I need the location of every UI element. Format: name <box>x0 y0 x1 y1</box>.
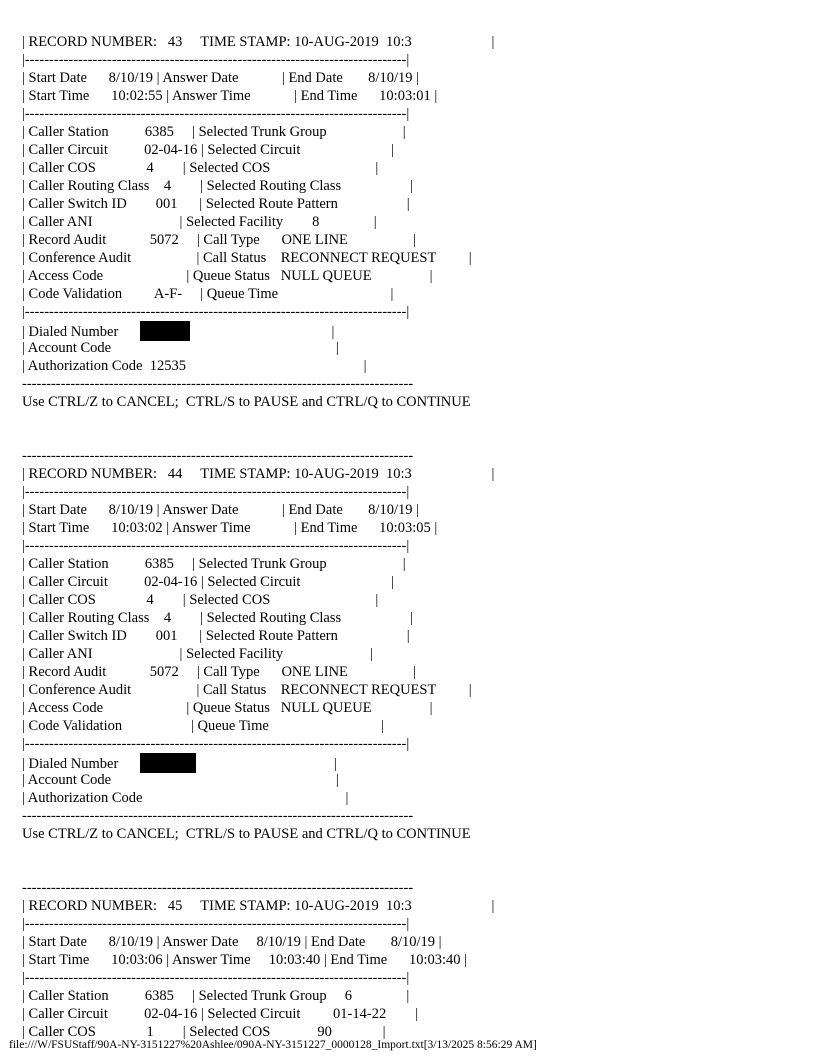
record-line <box>22 969 802 987</box>
record-line-text: | Start Date 8/10/19 | Answer Date | End Date 8/10/19 | <box>22 502 420 518</box>
document-body <box>22 33 802 1041</box>
record-line-text: | Caller Routing Class 4 | Selected Routing Class | <box>22 178 413 194</box>
record-line-text: | Conference Audit | Call Status RECONNECT REQUEST | <box>22 682 472 698</box>
record-line-text: | Authorization Code 12535 | <box>22 358 367 374</box>
record-line <box>22 465 802 483</box>
record-line-text: | Authorization Code | <box>22 790 349 806</box>
record-line <box>22 303 802 321</box>
record-line-text: | Caller COS 4 | Selected COS | <box>22 160 379 176</box>
record-line <box>22 51 802 69</box>
record-line <box>22 285 802 303</box>
record-line <box>22 501 802 519</box>
record-line <box>22 879 802 897</box>
record-line <box>22 825 802 843</box>
record-line-text: | Caller Switch ID 001 | Selected Route Pattern | <box>22 628 410 644</box>
record-line-text: | Caller ANI | Selected Facility | <box>22 646 374 662</box>
record-line <box>22 105 802 123</box>
record-line-text: |-------------------------------------------------------------------------------| <box>22 916 410 932</box>
record-line-text: |-------------------------------------------------------------------------------| <box>22 304 410 320</box>
record-line-text: | Record Audit 5072 | Call Type ONE LINE | <box>22 664 417 680</box>
record-line <box>22 915 802 933</box>
record-line-text: | Code Validation | Queue Time | <box>22 718 385 734</box>
record-line <box>22 357 802 375</box>
record-line <box>22 1005 802 1023</box>
record-line-text: --------------------------------------------------------------------------------- <box>22 376 414 392</box>
record-line-text: | Start Date 8/10/19 | Answer Date 8/10/19 | End Date 8/10/19 | <box>22 934 442 950</box>
blank-line <box>22 411 802 429</box>
record-line-text: | Dialed Number <box>22 324 141 340</box>
record-line <box>22 69 802 87</box>
record-line-text: | RECORD NUMBER: 43 TIME STAMP: 10-AUG-2019 10:3 | <box>22 34 495 50</box>
record-line-text: | Caller Station 6385 | Selected Trunk Group | <box>22 556 406 572</box>
record-line <box>22 141 802 159</box>
record-line-text: | Caller Station 6385 | Selected Trunk Group | <box>22 124 406 140</box>
record-line <box>22 717 802 735</box>
record-line-text: | <box>196 756 337 772</box>
record-line <box>22 339 802 357</box>
record-line <box>22 123 802 141</box>
record-line-text: | <box>190 324 335 340</box>
record-line <box>22 627 802 645</box>
record-line <box>22 483 802 501</box>
call-record <box>22 447 802 879</box>
record-line <box>22 267 802 285</box>
record-line <box>22 249 802 267</box>
record-line <box>22 807 802 825</box>
record-line-text: | Start Time 10:03:02 | Answer Time | End Time 10:03:05 | <box>22 520 438 536</box>
record-line-text: | Access Code | Queue Status NULL QUEUE | <box>22 268 433 284</box>
record-line <box>22 231 802 249</box>
record-line-text: | Caller Circuit 02-04-16 | Selected Circuit 01-14-22 | <box>22 1006 419 1022</box>
record-line-text: |-------------------------------------------------------------------------------| <box>22 538 410 554</box>
record-line <box>22 393 802 411</box>
record-line-text: |-------------------------------------------------------------------------------| <box>22 736 410 752</box>
redaction-box <box>140 753 196 773</box>
record-line <box>22 897 802 915</box>
record-line-text: | Conference Audit | Call Status RECONNECT REQUEST | <box>22 250 472 266</box>
record-line-text: --------------------------------------------------------------------------------- <box>22 448 414 464</box>
record-line <box>22 591 802 609</box>
record-line <box>22 609 802 627</box>
redaction-box <box>140 321 190 341</box>
record-line-text: | RECORD NUMBER: 44 TIME STAMP: 10-AUG-2019 10:3 | <box>22 466 495 482</box>
record-line-text: --------------------------------------------------------------------------------- <box>22 808 414 824</box>
record-line-text: | Account Code | <box>22 340 339 356</box>
record-line-text: | Caller Circuit 02-04-16 | Selected Circuit | <box>22 142 394 158</box>
record-line-text: | Start Time 10:03:06 | Answer Time 10:03:40 | End Time 10:03:40 | <box>22 952 468 968</box>
record-line-text: | Caller Circuit 02-04-16 | Selected Circuit | <box>22 574 394 590</box>
record-line-text: |-------------------------------------------------------------------------------| <box>22 106 410 122</box>
call-record <box>22 879 802 1041</box>
record-line-text: | Caller Routing Class 4 | Selected Routing Class | <box>22 610 413 626</box>
record-line <box>22 681 802 699</box>
record-line-text: | Access Code | Queue Status NULL QUEUE | <box>22 700 433 716</box>
record-line <box>22 735 802 753</box>
record-line-text: | Start Date 8/10/19 | Answer Date | End Date 8/10/19 | <box>22 70 420 86</box>
record-line <box>22 645 802 663</box>
record-line-text: |-------------------------------------------------------------------------------| <box>22 484 410 500</box>
record-line <box>22 537 802 555</box>
record-line <box>22 555 802 573</box>
record-line-text: |-------------------------------------------------------------------------------| <box>22 52 410 68</box>
record-line <box>22 753 802 771</box>
record-line <box>22 933 802 951</box>
record-line-text: | Account Code | <box>22 772 339 788</box>
record-line <box>22 951 802 969</box>
record-line-text: | RECORD NUMBER: 45 TIME STAMP: 10-AUG-2019 10:3 | <box>22 898 495 914</box>
record-line-text: | Dialed Number <box>22 756 141 772</box>
record-line <box>22 447 802 465</box>
blank-line <box>22 429 802 447</box>
record-line <box>22 771 802 789</box>
record-line <box>22 573 802 591</box>
record-line <box>22 789 802 807</box>
record-line-text: | Caller COS 4 | Selected COS | <box>22 592 379 608</box>
call-record <box>22 33 802 447</box>
record-line-text: | Caller ANI | Selected Facility 8 | <box>22 214 377 230</box>
record-line-text: | Caller Station 6385 | Selected Trunk Group 6 | <box>22 988 410 1004</box>
record-line <box>22 213 802 231</box>
record-line-text: Use CTRL/Z to CANCEL; CTRL/S to PAUSE and CTRL/Q to CONTINUE <box>22 826 471 842</box>
record-line <box>22 159 802 177</box>
record-line <box>22 33 802 51</box>
record-line <box>22 987 802 1005</box>
blank-line <box>22 861 802 879</box>
record-line-text: |-------------------------------------------------------------------------------| <box>22 970 410 986</box>
record-line-text: | Start Time 10:02:55 | Answer Time | End Time 10:03:01 | <box>22 88 438 104</box>
record-line-text: | Caller COS 1 | Selected COS 90 | <box>22 1024 386 1040</box>
record-line <box>22 321 802 339</box>
record-line-text: | Record Audit 5072 | Call Type ONE LINE | <box>22 232 417 248</box>
record-line <box>22 699 802 717</box>
record-line <box>22 87 802 105</box>
record-line <box>22 519 802 537</box>
print-footer: file:///W/FSUStaff/90A-NY-3151227%20Ashlee/090A-NY-3151227_0000128_Import.txt[3/13/2025 8:56:29 AM] <box>9 1039 537 1051</box>
record-line-text: | Caller Switch ID 001 | Selected Route Pattern | <box>22 196 410 212</box>
record-line <box>22 375 802 393</box>
record-line-text: | Code Validation A-F- | Queue Time | <box>22 286 394 302</box>
record-line <box>22 177 802 195</box>
record-line <box>22 663 802 681</box>
record-line-text: --------------------------------------------------------------------------------- <box>22 880 414 896</box>
record-line-text: Use CTRL/Z to CANCEL; CTRL/S to PAUSE and CTRL/Q to CONTINUE <box>22 394 471 410</box>
blank-line <box>22 843 802 861</box>
record-line <box>22 195 802 213</box>
